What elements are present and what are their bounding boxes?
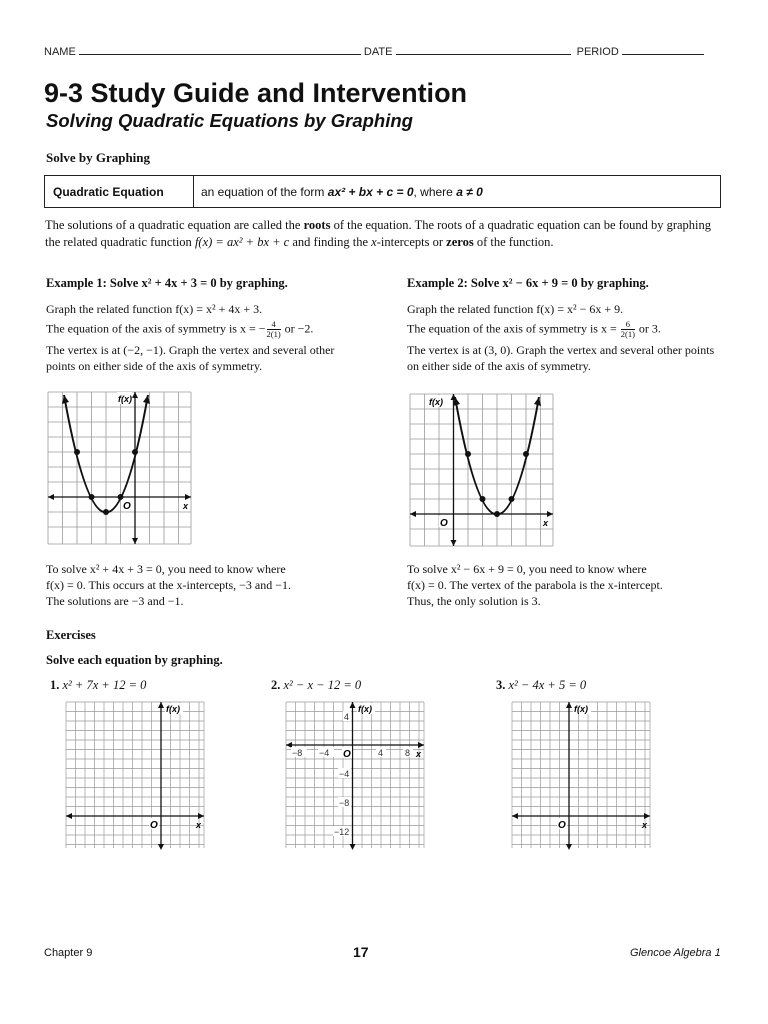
x-label: x (543, 518, 549, 528)
intro-paragraph: The solutions of a quadratic equation are called the roots of the equation. The roots of a quadratic equation can be found by graphing the related quadratic function f(x) = ax² + bx + c and finding the x-intercepts or zeros of the function. (45, 218, 712, 249)
section-heading: Solve by Graphing (46, 150, 151, 165)
example2-solution: To solve x² − 6x + 9 = 0, you need to know where f(x) = 0. The vertex of the parabola is the x-intercept. Thus, the only solution is 3. (407, 562, 663, 608)
footer-chapter: Chapter 9 (44, 947, 93, 959)
problem-3: 3. x² − 4x + 5 = 0 (496, 678, 587, 692)
example1-solution: To solve x² + 4x + 3 = 0, you need to know where f(x) = 0. This occurs at the x-intercepts, −3 and −1. The solutions are −3 and −1. (46, 562, 292, 608)
example2-heading: Example 2: Solve x² − 6x + 9 = 0 by graphing. (407, 276, 649, 290)
origin-label: O (123, 501, 131, 512)
name-field[interactable] (79, 46, 361, 55)
exercise1-grid[interactable] (63, 700, 207, 852)
footer-book: Glencoe Algebra 1 (630, 947, 721, 959)
svg-text:4: 4 (344, 712, 350, 722)
example2-vertex-text: The vertex is at (3, 0). Graph the vertex and several other points on either side of the axis of symmetry. (407, 343, 715, 373)
svg-text:O: O (558, 820, 566, 831)
definition-condition: a ≠ 0 (456, 184, 483, 199)
definition-formula: ax² + bx + c = 0 (327, 184, 414, 199)
problem-1: 1. x² + 7x + 12 = 0 (50, 678, 147, 692)
date-label: DATE (363, 46, 393, 58)
svg-text:−8: −8 (339, 798, 350, 808)
period-field[interactable] (622, 46, 704, 55)
exercise2-grid[interactable] (283, 700, 427, 852)
period-label: PERIOD (576, 46, 619, 58)
origin-label: O (440, 518, 448, 529)
graph-point (132, 449, 138, 455)
definition-box (44, 175, 721, 208)
svg-text:−8: −8 (292, 748, 303, 758)
page-subtitle: Solving Quadratic Equations by Graphing (46, 110, 413, 131)
fx-label: f(x) (429, 397, 443, 407)
example2-graph (407, 392, 555, 548)
svg-text:−4: −4 (339, 769, 350, 779)
fx-label: f(x) (118, 394, 132, 404)
header-fields (44, 46, 724, 58)
svg-text:f(x): f(x) (358, 704, 372, 714)
example1-body (46, 301, 366, 377)
page-number: 17 (353, 944, 369, 960)
exercises-instruction: Solve each equation by graphing. (46, 653, 223, 667)
example2-body (407, 301, 727, 377)
svg-text:4: 4 (378, 748, 384, 758)
svg-text:O: O (150, 820, 158, 831)
example2-axis-line: The equation of the axis of symmetry is x = $\frac{6}{2(1)}$ or 3. (407, 319, 661, 339)
svg-text:f(x): f(x) (574, 704, 588, 714)
page-title: 9-3 Study Guide and Intervention (44, 78, 468, 108)
name-label: NAME (44, 46, 76, 58)
svg-text:−4: −4 (319, 748, 330, 758)
exercise3-grid[interactable] (509, 700, 653, 852)
graph-point (523, 451, 529, 457)
graph-point (480, 496, 486, 502)
definition-term: Quadratic Equation (45, 176, 194, 207)
svg-text:x: x (642, 820, 648, 830)
example1-axis-line: The equation of the axis of symmetry is x = − $\frac{4}{2(1)}$ or −2. (46, 319, 314, 339)
example2-graph-line: Graph the related function f(x) = x² − 6x + 9. (407, 302, 624, 316)
svg-text:x: x (416, 749, 422, 759)
example1-graph (45, 390, 193, 546)
svg-text:O: O (343, 749, 351, 760)
zeros-term: zeros (446, 235, 474, 249)
graph-point (103, 509, 109, 515)
exercises-heading: Exercises (46, 628, 96, 642)
graph-point (465, 451, 471, 457)
intro-function: f(x) = ax² + bx + c (194, 235, 290, 249)
svg-text:−12: −12 (334, 827, 350, 837)
graph-point (89, 494, 95, 500)
definition-text: an equation of the form ax² + bx + c = 0 , where a ≠ 0 (201, 184, 483, 199)
date-field[interactable] (396, 46, 571, 55)
svg-text:f(x): f(x) (166, 704, 180, 714)
graph-point (74, 449, 80, 455)
x-label: x (183, 501, 189, 511)
svg-text:8: 8 (405, 748, 411, 758)
example1-heading: Example 1: Solve x² + 4x + 3 = 0 by graphing. (46, 276, 288, 290)
svg-text:x: x (196, 820, 202, 830)
problem-2: 2. x² − x − 12 = 0 (271, 678, 362, 692)
graph-point (494, 511, 500, 517)
roots-term: roots (303, 218, 331, 232)
example1-vertex-text: The vertex is at (−2, −1). Graph the vertex and several other points on either side of the axis of symmetry. (46, 343, 335, 373)
graph-point (509, 496, 515, 502)
example1-graph-line: Graph the related function f(x) = x² + 4x + 3. (46, 302, 263, 316)
